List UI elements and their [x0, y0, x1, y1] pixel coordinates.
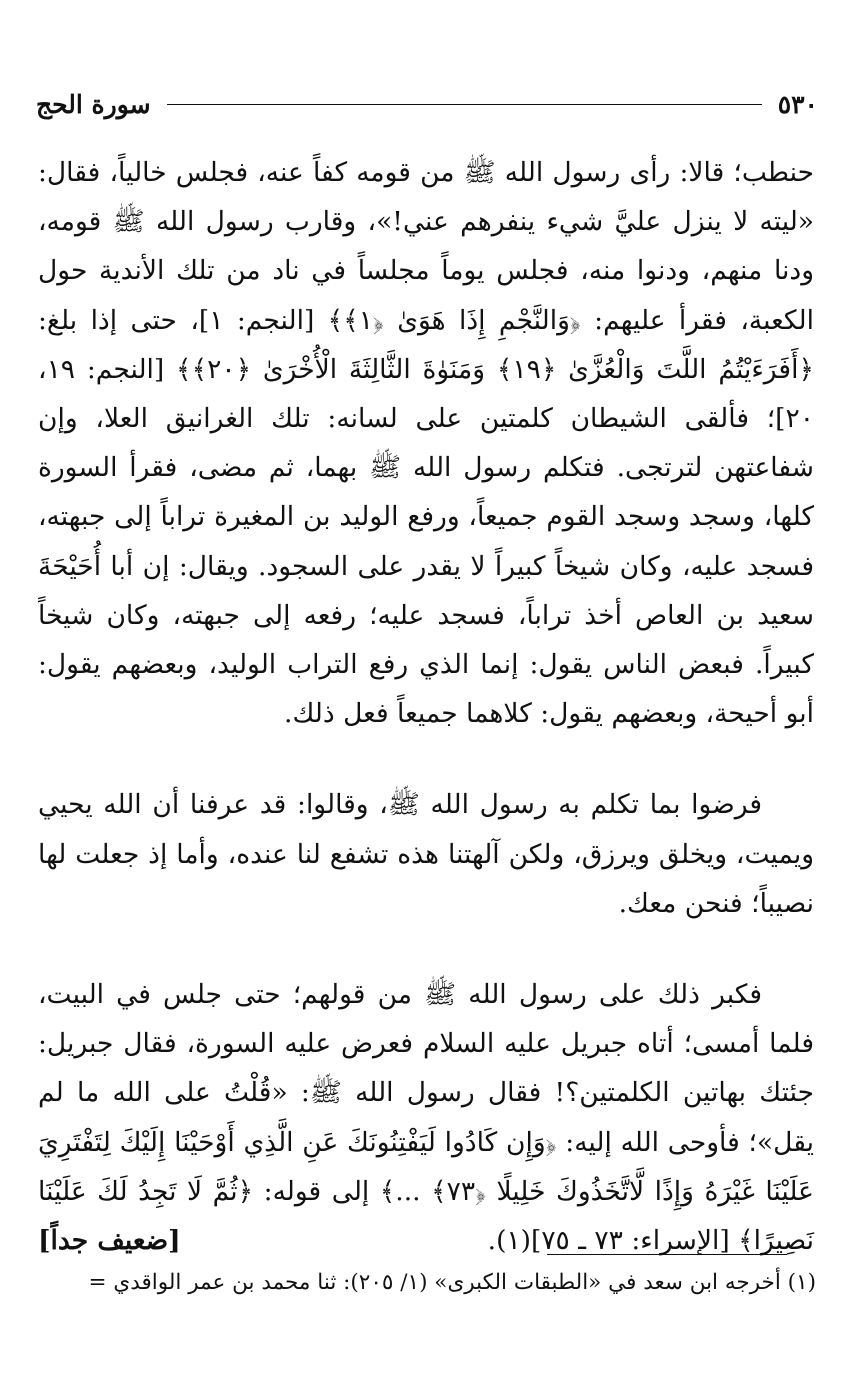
footnote-rule	[547, 1254, 787, 1255]
main-text	[38, 148, 814, 1265]
footnote: (١) أخرجه ابن سعد في «الطبقات الكبرى» (١/ ٢٠٥): ثنا محمد بن عمر الواقدي =	[88, 1270, 816, 1295]
paragraph-gap	[38, 738, 814, 780]
paragraph-3	[38, 970, 814, 1265]
surah-title: سورة الحج	[36, 89, 151, 119]
page-number: ٥٣٠	[777, 89, 818, 119]
paragraph-gap	[38, 928, 814, 970]
paragraph-2: فرضوا بما تكلم به رسول الله ﷺ، وقالوا: قد عرفنا أن الله يحيي ويميت، ويخلق ويرزق، ولكن آلهتنا هذه تشفع لنا عنده، وأما إذ جعلت لها نصيباً؛ فنحن معك.	[38, 789, 814, 919]
header-rule	[167, 104, 762, 105]
paragraph-3-text: فكبر ذلك على رسول الله ﷺ من قولهم؛ حتى جلس في البيت، فلما أمسى؛ أتاه جبريل عليه السلام فعرض عليه السورة، فقال جبريل: جئتك بهاتين الكلمتين؟! فقال رسول الله ﷺ: «قُلْتُ على الله ما لم يقل»؛ فأوحى الله إليه: ﴿وَإِن كَادُوا لَيَفْتِنُونَكَ عَنِ الَّذِي أَوْحَيْنَا إِلَيْكَ لِتَفْتَرِيَ عَلَيْنَا غَيْرَهُ وَإِذًا لَّاتَّخَذُوكَ خَلِيلًا ﴿٧٣﴾ ...﴾ إلى قوله: ﴿ثُمَّ لَا تَجِدُ لَكَ عَلَيْنَا نَصِيرًا﴾ [الإسراء: ٧٣ ـ ٧٥](١).	[38, 979, 814, 1257]
page-header	[36, 82, 818, 126]
hadith-grade: [ضعيف جداً]	[38, 1225, 181, 1257]
paragraph-1: حنطب؛ قالا: رأى رسول الله ﷺ من قومه كفاً عنه، فجلس خالياً، فقال: «ليته لا ينزل عليَّ شيء ينفرهم عني!»، وقارب رسول الله ﷺ قومه، ودنا منهم، ودنوا منه، فجلس يوماً مجلساً في ناد من تلك الأندية حول الكعبة، فقرأ عليهم: ﴿وَالنَّجْمِ إِذَا هَوَىٰ ﴿١﴾﴾ [النجم: ١]، حتى إذا بلغ: ﴿أَفَرَءَيْتُمُ اللَّتَ وَالْعُزَّىٰ ﴿١٩﴾ وَمَنَوٰةَ الثَّالِثَةَ الْأُخْرَىٰ ﴿٢٠﴾﴾ [النجم: ١٩، ٢٠]؛ فألقى الشيطان كلمتين على لسانه: تلك الغرانيق العلا، وإن شفاعتهن لترتجى. فتكلم رسول الله ﷺ بهما، ثم مضى، فقرأ السورة كلها، وسجد وسجد القوم جميعاً، ورفع الوليد بن المغيرة تراباً إلى جبهته، فسجد عليه، وكان شيخاً كبيراً لا يقدر على السجود. ويقال: إن أبا أُحَيْحَةَ سعيد بن العاص أخذ تراباً، فسجد عليه؛ رفعه إلى جبهته، وكان شيخاً كبيراً. فبعض الناس يقول: إنما الذي رفع التراب الوليد، وبعضهم يقول: أبو أحيحة، وبعضهم يقول: كلاهما جميعاً فعل ذلك.	[38, 157, 814, 730]
